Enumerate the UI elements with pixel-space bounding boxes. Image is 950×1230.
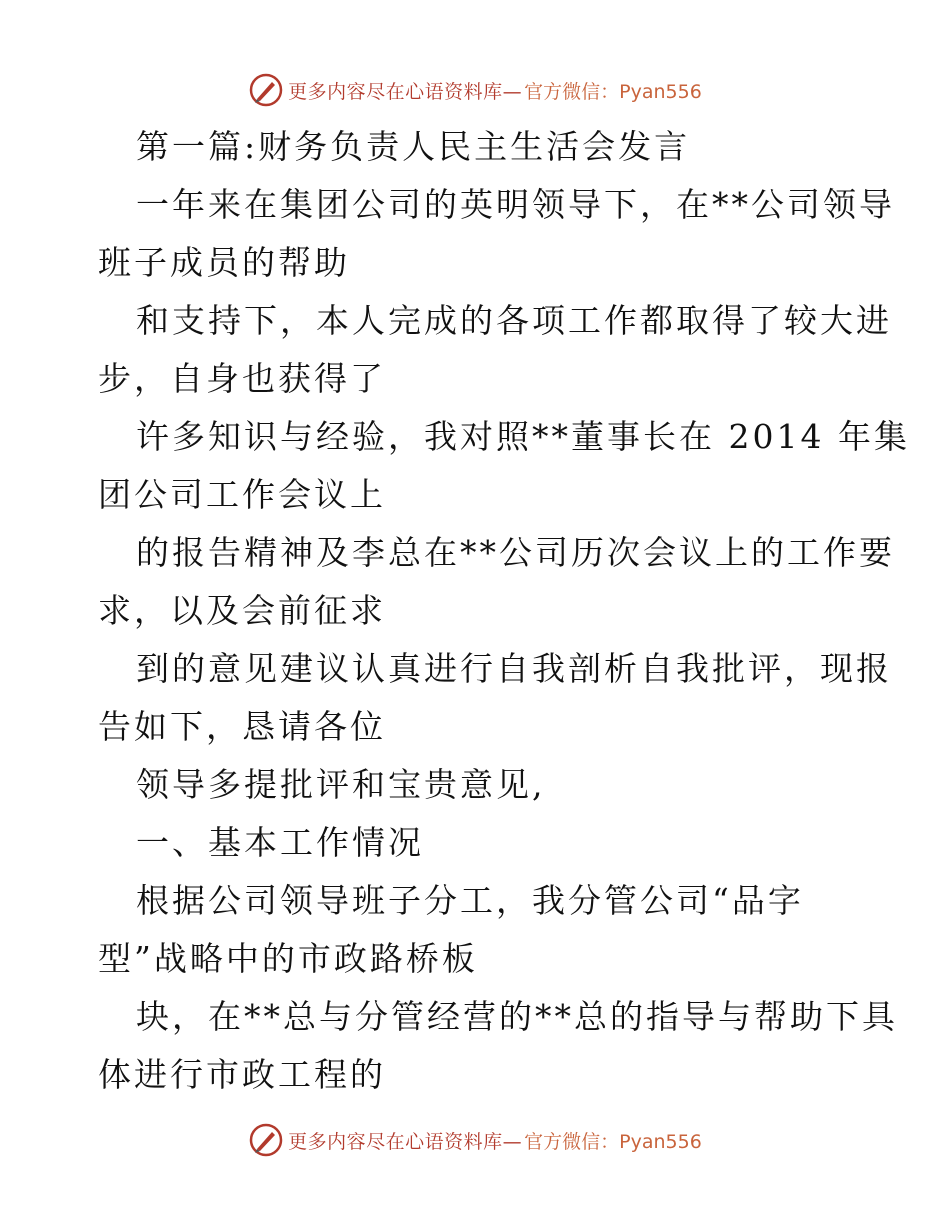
footer-contact: 官方微信：Pyan556	[524, 1130, 702, 1153]
paragraph-line: 和支持下，本人完成的各项工作都取得了较大进	[136, 301, 892, 340]
paragraph-line: 一年来在集团公司的英明领导下，在**公司领导	[136, 185, 895, 224]
paragraph-line: 块，在**总与分管经营的**总的指导与帮助下具	[136, 997, 898, 1036]
pen-logo-icon	[248, 1122, 284, 1158]
document-body	[98, 118, 910, 1104]
paragraph-line: 步，自身也获得了	[98, 359, 386, 398]
header-watermark	[0, 70, 950, 110]
paragraph-line: 告如下，恳请各位	[98, 707, 386, 746]
header-contact: 官方微信：Pyan556	[524, 80, 702, 103]
paragraph-line: 根据公司领导班子分工，我分管公司“品字	[136, 881, 804, 920]
paragraph-line: 领导多提批评和宝贵意见,	[136, 765, 546, 804]
paragraph-line: 许多知识与经验，我对照**董事长在 2014 年集	[136, 417, 910, 456]
pen-logo-icon	[248, 72, 284, 108]
paragraph-line: 求，以及会前征求	[98, 591, 386, 630]
document-title: 第一篇:财务负责人民主生活会发言	[136, 127, 691, 166]
header-text: 更多内容尽在心语资料库—	[288, 80, 523, 103]
footer-text: 更多内容尽在心语资料库—	[288, 1130, 523, 1153]
paragraph-line: 型”战略中的市政路桥板	[98, 939, 478, 978]
paragraph-line: 的报告精神及李总在**公司历次会议上的工作要	[136, 533, 895, 572]
footer-watermark	[0, 1120, 950, 1160]
paragraph-line: 体进行市政工程的	[98, 1055, 386, 1094]
section-heading: 一、基本工作情况	[136, 823, 424, 862]
paragraph-line: 班子成员的帮助	[98, 243, 350, 282]
paragraph-line: 团公司工作会议上	[98, 475, 386, 514]
paragraph-line: 到的意见建议认真进行自我剖析自我批评，现报	[136, 649, 892, 688]
